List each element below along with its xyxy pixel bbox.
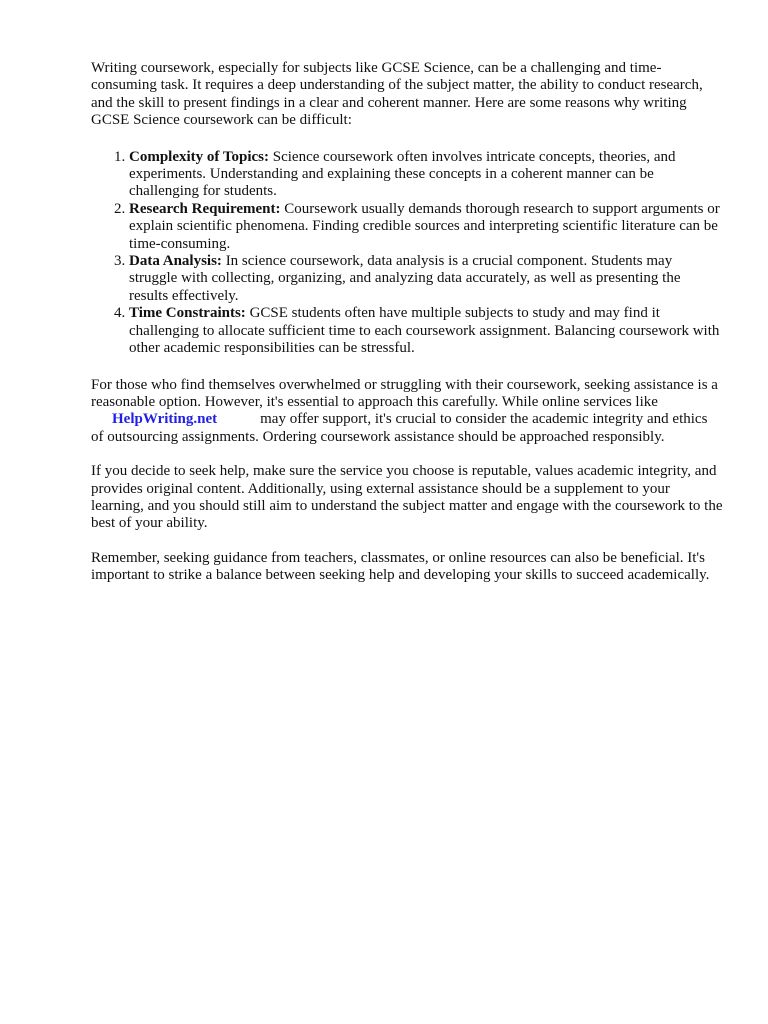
reason-term: Research Requirement: (129, 200, 281, 217)
reason-text: In science coursework, data analysis is a crucial component. Students may struggle with collecting, organizing, and analyzing data accurately, as well as presenting the results effectively. (129, 253, 681, 304)
reason-text: GCSE students often have multiple subjects to study and may find it challenging to allocate sufficient time to each coursework assignment. Balancing coursework with other academic responsibilities can be stressful. (129, 305, 720, 357)
closing-paragraph: Remember, seeking guidance from teachers, classmates, or online resources can also be beneficial. It's important to strike a balance between seeking help and developing your skills to succeed academically. (91, 549, 710, 584)
list-item (129, 253, 723, 305)
assistance-paragraph (91, 377, 723, 447)
list-item (129, 149, 723, 201)
helpwriting-link[interactable]: HelpWriting.net (112, 411, 218, 428)
assistance-text-before: For those who find themselves overwhelmed or struggling with their coursework, seeking assistance is a reasonable option. However, it's essential to approach this carefully. While online services like (91, 376, 718, 410)
seek-help-paragraph: If you decide to seek help, make sure the service you choose is reputable, values academic integrity, and provides original content. Additionally, using external assistance should be a supplement to your learning, and you should still aim to understand the subject matter and engage with the coursework to the best of your ability. (91, 463, 723, 532)
reason-text: Coursework usually demands thorough research to support arguments or explain scientific phenomena. Finding credible sources and interpreting scientific literature can be time-consuming. (129, 200, 720, 252)
link-line (91, 411, 723, 446)
reason-term: Complexity of Topics: (129, 148, 270, 165)
list-item (129, 201, 723, 253)
reasons-list (91, 149, 723, 358)
document-page (91, 60, 723, 602)
list-item (129, 305, 723, 357)
assistance-text-after: may offer support, it's crucial to consider the academic integrity and ethics of outsourcing assignments. Ordering coursework assistance should be approached responsibly. (91, 411, 708, 445)
reason-term: Time Constraints: (129, 305, 246, 322)
reason-text: Science coursework often involves intricate concepts, theories, and experiments. Understanding and explaining these concepts in a coherent manner can be challenging for students. (129, 148, 676, 200)
intro-paragraph: Writing coursework, especially for subjects like GCSE Science, can be a challenging and time-consuming task. It requires a deep understanding of the subject matter, the ability to conduct research, and the skill to present findings in a clear and coherent manner. Here are some reasons why writing GCSE Science coursework can be difficult: (91, 60, 703, 129)
reason-term: Data Analysis: (129, 253, 222, 270)
